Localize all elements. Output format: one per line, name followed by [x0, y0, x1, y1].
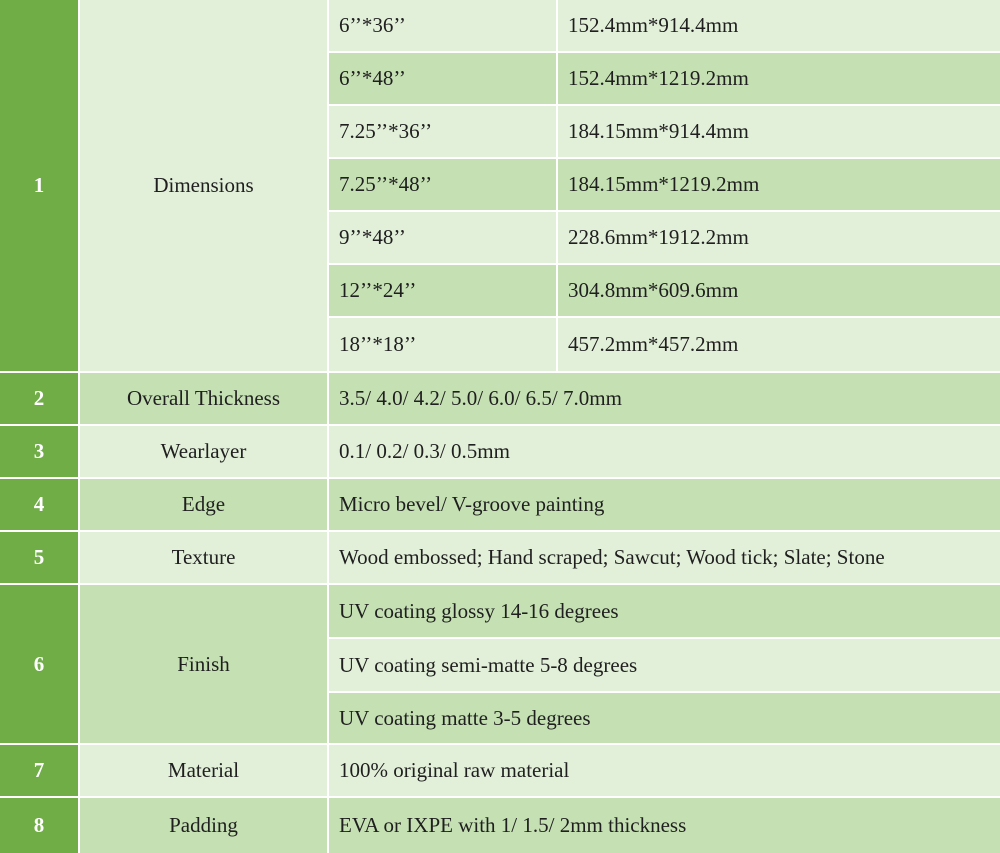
dimension-metric: 184.15mm*1219.2mm: [558, 159, 1000, 210]
property-label: Finish: [80, 585, 327, 743]
row-number: 2: [0, 373, 78, 424]
property-value: 100% original raw material: [329, 745, 1000, 796]
row-number: 7: [0, 745, 78, 796]
dimension-metric: 457.2mm*457.2mm: [558, 318, 1000, 371]
dimension-imperial: 7.25’’*48’’: [329, 159, 556, 210]
property-value: Micro bevel/ V-groove painting: [329, 479, 1000, 530]
dimension-metric: 184.15mm*914.4mm: [558, 106, 1000, 157]
dimension-metric: 152.4mm*914.4mm: [558, 0, 1000, 51]
dimension-imperial: 7.25’’*36’’: [329, 106, 556, 157]
property-value: 0.1/ 0.2/ 0.3/ 0.5mm: [329, 426, 1000, 477]
dimension-imperial: 6’’*36’’: [329, 0, 556, 51]
dimension-imperial: 6’’*48’’: [329, 53, 556, 104]
property-label: Overall Thickness: [80, 373, 327, 424]
property-label: Edge: [80, 479, 327, 530]
property-label: Material: [80, 745, 327, 796]
dimension-metric: 304.8mm*609.6mm: [558, 265, 1000, 316]
row-number: 5: [0, 532, 78, 583]
property-label: Texture: [80, 532, 327, 583]
property-value: 3.5/ 4.0/ 4.2/ 5.0/ 6.0/ 6.5/ 7.0mm: [329, 373, 1000, 424]
property-value: EVA or IXPE with 1/ 1.5/ 2mm thickness: [329, 798, 1000, 853]
property-label: Wearlayer: [80, 426, 327, 477]
dimension-imperial: 12’’*24’’: [329, 265, 556, 316]
dimension-imperial: 18’’*18’’: [329, 318, 556, 371]
finish-option: UV coating matte 3-5 degrees: [329, 693, 1000, 743]
row-number: 3: [0, 426, 78, 477]
dimension-metric: 152.4mm*1219.2mm: [558, 53, 1000, 104]
row-number: 1: [0, 0, 78, 371]
row-number: 8: [0, 798, 78, 853]
row-number: 6: [0, 585, 78, 743]
property-label: Dimensions: [80, 0, 327, 371]
property-label: Padding: [80, 798, 327, 853]
dimension-imperial: 9’’*48’’: [329, 212, 556, 263]
finish-option: UV coating semi-matte 5-8 degrees: [329, 639, 1000, 691]
dimension-metric: 228.6mm*1912.2mm: [558, 212, 1000, 263]
property-value: Wood embossed; Hand scraped; Sawcut; Wood tick; Slate; Stone: [329, 532, 1000, 583]
finish-option: UV coating glossy 14-16 degrees: [329, 585, 1000, 637]
row-number: 4: [0, 479, 78, 530]
